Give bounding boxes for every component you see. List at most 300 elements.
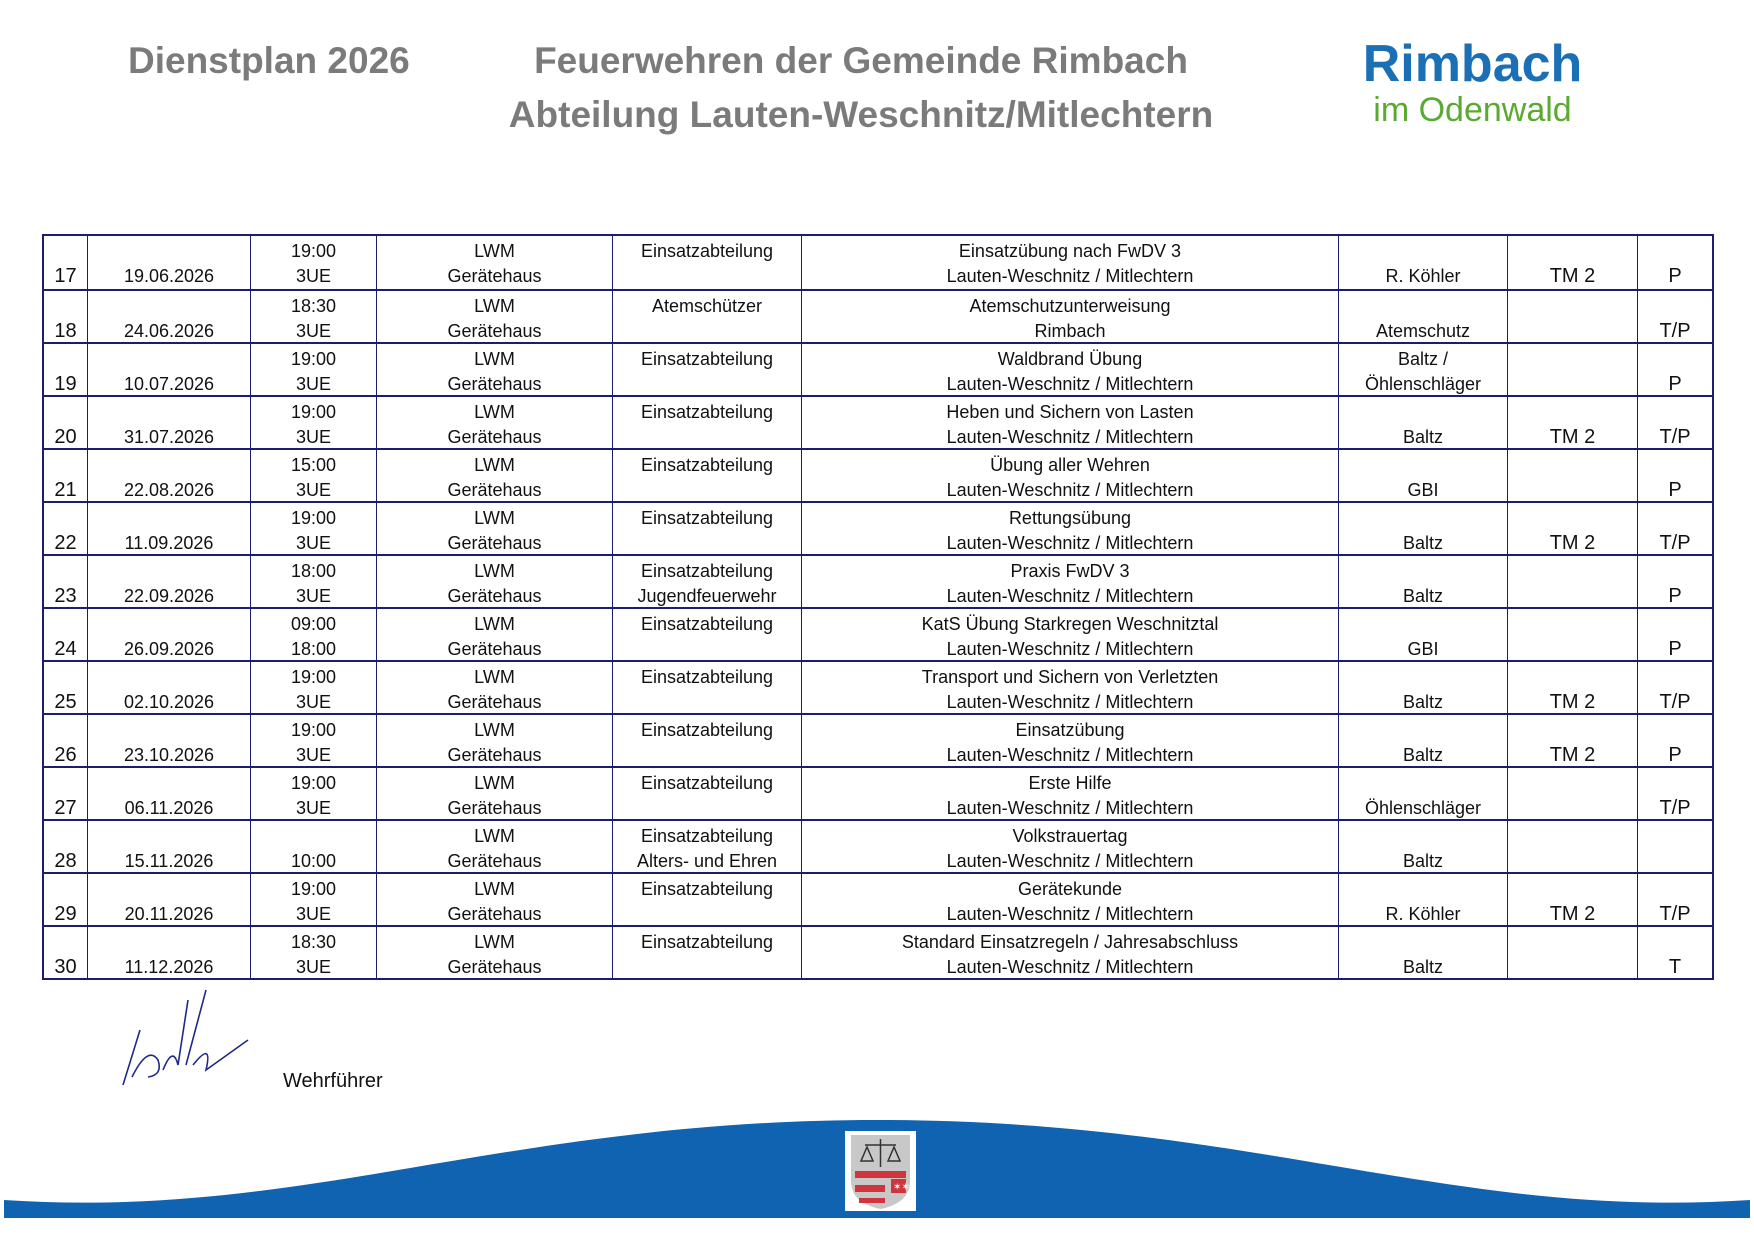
duty-schedule-table xyxy=(42,234,1714,980)
location-text: LWM xyxy=(474,296,515,316)
location-text: Gerätehaus xyxy=(447,904,542,924)
time-text: 18:00 xyxy=(290,639,337,659)
topic-text: Rettungsübung xyxy=(1008,508,1132,528)
coat-of-arms-icon xyxy=(845,1131,916,1211)
location-text: LWM xyxy=(474,667,515,687)
group-cell xyxy=(612,662,801,713)
number-cell xyxy=(44,450,87,501)
group-cell xyxy=(612,821,801,872)
group-text: Einsatzabteilung xyxy=(640,773,774,793)
leader-cell xyxy=(1338,662,1507,713)
number-cell xyxy=(44,662,87,713)
time-text: 18:30 xyxy=(290,296,337,316)
type-text: T/P xyxy=(1659,532,1691,554)
group-text: Einsatzabteilung xyxy=(640,402,774,422)
type-cell xyxy=(1637,821,1712,872)
date-cell xyxy=(87,662,250,713)
group-cell xyxy=(612,768,801,819)
date-cell xyxy=(87,609,250,660)
tm-text: TM 2 xyxy=(1549,532,1596,554)
number-cell xyxy=(44,291,87,342)
date-cell xyxy=(87,450,250,501)
location-cell xyxy=(376,503,612,554)
number-text: 29 xyxy=(54,903,77,925)
type-text: P xyxy=(1668,479,1682,501)
number-text: 24 xyxy=(54,638,77,660)
leader-cell xyxy=(1338,768,1507,819)
leader-cell xyxy=(1338,874,1507,925)
leader-text: Öhlenschläger xyxy=(1364,374,1482,394)
number-cell xyxy=(44,874,87,925)
location-cell xyxy=(376,344,612,395)
group-text: Alters- und Ehren xyxy=(636,851,778,871)
time-cell xyxy=(250,236,376,289)
group-text: Einsatzabteilung xyxy=(640,720,774,740)
leader-text: GBI xyxy=(1407,480,1439,500)
tm-cell xyxy=(1507,662,1637,713)
logo-text-odenwald: im Odenwald xyxy=(1373,91,1572,129)
date-cell xyxy=(87,503,250,554)
type-cell xyxy=(1637,397,1712,448)
leader-text: Baltz xyxy=(1402,692,1444,712)
svg-text:✶✶: ✶✶ xyxy=(893,1182,910,1193)
location-text: LWM xyxy=(474,241,515,261)
group-text: Einsatzabteilung xyxy=(640,826,774,846)
type-cell xyxy=(1637,450,1712,501)
group-cell xyxy=(612,874,801,925)
date-text: 11.09.2026 xyxy=(124,533,214,553)
topic-text: Einsatzübung nach FwDV 3 xyxy=(958,241,1182,261)
location-cell xyxy=(376,715,612,766)
table-row xyxy=(44,607,1712,660)
date-text: 22.09.2026 xyxy=(123,586,215,606)
time-text: 3UE xyxy=(295,798,331,818)
date-text: 24.06.2026 xyxy=(123,321,215,341)
number-cell xyxy=(44,503,87,554)
location-cell xyxy=(376,556,612,607)
type-text: T xyxy=(1668,956,1682,978)
location-text: LWM xyxy=(474,349,515,369)
topic-cell xyxy=(801,291,1338,342)
location-text: LWM xyxy=(474,932,515,952)
leader-cell xyxy=(1338,397,1507,448)
leader-text: Baltz xyxy=(1402,533,1444,553)
topic-cell xyxy=(801,397,1338,448)
table-row xyxy=(44,872,1712,925)
time-cell xyxy=(250,291,376,342)
time-cell xyxy=(250,768,376,819)
topic-cell xyxy=(801,503,1338,554)
leader-cell xyxy=(1338,236,1507,289)
tm-text: TM 2 xyxy=(1549,903,1596,925)
group-cell xyxy=(612,236,801,289)
time-text: 09:00 xyxy=(290,614,337,634)
topic-text: Lauten-Weschnitz / Mitlechtern xyxy=(946,480,1194,500)
topic-text: Lauten-Weschnitz / Mitlechtern xyxy=(946,851,1194,871)
type-cell xyxy=(1637,344,1712,395)
time-text: 19:00 xyxy=(290,879,337,899)
type-cell xyxy=(1637,609,1712,660)
number-cell xyxy=(44,715,87,766)
date-cell xyxy=(87,236,250,289)
topic-text: Standard Einsatzregeln / Jahresabschluss xyxy=(901,932,1239,952)
tm-cell xyxy=(1507,927,1637,978)
table-row xyxy=(44,925,1712,978)
location-cell xyxy=(376,291,612,342)
time-text: 19:00 xyxy=(290,667,337,687)
group-text: Jugendfeuerwehr xyxy=(637,586,777,606)
location-text: Gerätehaus xyxy=(447,957,542,977)
plan-title: Dienstplan 2026 xyxy=(128,40,410,81)
tm-cell xyxy=(1507,874,1637,925)
time-cell xyxy=(250,397,376,448)
topic-text: Lauten-Weschnitz / Mitlechtern xyxy=(946,745,1194,765)
topic-text: Lauten-Weschnitz / Mitlechtern xyxy=(946,533,1194,553)
number-cell xyxy=(44,768,87,819)
type-cell xyxy=(1637,556,1712,607)
number-text: 21 xyxy=(54,479,77,501)
group-cell xyxy=(612,609,801,660)
leader-text: Baltz / xyxy=(1397,349,1449,369)
time-cell xyxy=(250,344,376,395)
topic-text: Waldbrand Übung xyxy=(997,349,1143,369)
group-text: Einsatzabteilung xyxy=(640,561,774,581)
time-text: 18:30 xyxy=(290,932,337,952)
time-text: 19:00 xyxy=(290,349,337,369)
topic-text: Lauten-Weschnitz / Mitlechtern xyxy=(946,692,1194,712)
location-cell xyxy=(376,874,612,925)
leader-cell xyxy=(1338,344,1507,395)
type-text: P xyxy=(1668,373,1682,395)
location-text: LWM xyxy=(474,508,515,528)
location-cell xyxy=(376,450,612,501)
type-text: P xyxy=(1668,585,1682,607)
number-cell xyxy=(44,236,87,289)
group-cell xyxy=(612,503,801,554)
date-cell xyxy=(87,291,250,342)
leader-text: Baltz xyxy=(1402,745,1444,765)
leader-text: R. Köhler xyxy=(1385,266,1461,286)
topic-cell xyxy=(801,609,1338,660)
number-text: 27 xyxy=(54,797,77,819)
group-text: Einsatzabteilung xyxy=(640,667,774,687)
topic-text: Lauten-Weschnitz / Mitlechtern xyxy=(946,374,1194,394)
leader-cell xyxy=(1338,450,1507,501)
date-text: 15.11.2026 xyxy=(124,851,214,871)
tm-cell xyxy=(1507,821,1637,872)
leader-cell xyxy=(1338,821,1507,872)
time-cell xyxy=(250,662,376,713)
number-text: 18 xyxy=(54,320,77,342)
time-text: 15:00 xyxy=(290,455,337,475)
location-text: Gerätehaus xyxy=(447,586,542,606)
tm-cell xyxy=(1507,236,1637,289)
topic-text: Gerätekunde xyxy=(1017,879,1123,899)
number-text: 17 xyxy=(54,265,77,287)
leader-text: R. Köhler xyxy=(1385,904,1461,924)
time-text: 3UE xyxy=(295,266,331,286)
type-text: T/P xyxy=(1659,691,1691,713)
date-text: 11.12.2026 xyxy=(124,957,214,977)
group-text: Einsatzabteilung xyxy=(640,349,774,369)
location-text: Gerätehaus xyxy=(447,374,542,394)
location-text: LWM xyxy=(474,455,515,475)
type-text: P xyxy=(1668,265,1682,287)
group-cell xyxy=(612,291,801,342)
time-text: 3UE xyxy=(295,957,331,977)
group-text: Atemschützer xyxy=(651,296,763,316)
topic-cell xyxy=(801,768,1338,819)
type-cell xyxy=(1637,503,1712,554)
time-cell xyxy=(250,450,376,501)
location-text: Gerätehaus xyxy=(447,692,542,712)
type-text: P xyxy=(1668,744,1682,766)
number-text: 20 xyxy=(54,426,77,448)
date-text: 19.06.2026 xyxy=(123,266,215,286)
group-cell xyxy=(612,715,801,766)
leader-cell xyxy=(1338,927,1507,978)
leader-text: Baltz xyxy=(1402,851,1444,871)
leader-text: Atemschutz xyxy=(1375,321,1471,341)
location-text: Gerätehaus xyxy=(447,533,542,553)
date-cell xyxy=(87,821,250,872)
number-cell xyxy=(44,556,87,607)
location-text: Gerätehaus xyxy=(447,745,542,765)
type-cell xyxy=(1637,662,1712,713)
location-cell xyxy=(376,821,612,872)
date-text: 22.08.2026 xyxy=(123,480,215,500)
leader-cell xyxy=(1338,291,1507,342)
time-cell xyxy=(250,821,376,872)
table-row xyxy=(44,660,1712,713)
time-cell xyxy=(250,874,376,925)
topic-text: Lauten-Weschnitz / Mitlechtern xyxy=(946,798,1194,818)
location-text: LWM xyxy=(474,402,515,422)
location-text: LWM xyxy=(474,561,515,581)
type-cell xyxy=(1637,291,1712,342)
location-text: LWM xyxy=(474,614,515,634)
number-text: 28 xyxy=(54,850,77,872)
date-cell xyxy=(87,927,250,978)
tm-cell xyxy=(1507,556,1637,607)
number-cell xyxy=(44,821,87,872)
time-cell xyxy=(250,503,376,554)
time-text: 3UE xyxy=(295,533,331,553)
tm-text: TM 2 xyxy=(1549,426,1596,448)
tm-text: TM 2 xyxy=(1549,691,1596,713)
number-text: 23 xyxy=(54,585,77,607)
leader-cell xyxy=(1338,715,1507,766)
signature-role-label: Wehrführer xyxy=(283,1070,383,1092)
number-cell xyxy=(44,609,87,660)
topic-text: Volkstrauertag xyxy=(1012,826,1128,846)
time-text: 3UE xyxy=(295,427,331,447)
location-text: LWM xyxy=(474,879,515,899)
date-cell xyxy=(87,874,250,925)
table-row xyxy=(44,236,1712,289)
topic-text: Erste Hilfe xyxy=(1028,773,1112,793)
topic-text: Lauten-Weschnitz / Mitlechtern xyxy=(946,427,1194,447)
time-text: 3UE xyxy=(295,480,331,500)
topic-text: Lauten-Weschnitz / Mitlechtern xyxy=(946,957,1194,977)
group-cell xyxy=(612,397,801,448)
number-cell xyxy=(44,397,87,448)
table-row xyxy=(44,289,1712,342)
topic-text: Transport und Sichern von Verletzten xyxy=(921,667,1219,687)
table-row xyxy=(44,766,1712,819)
group-text: Einsatzabteilung xyxy=(640,879,774,899)
leader-cell xyxy=(1338,609,1507,660)
page-title-line2: Abteilung Lauten-Weschnitz/Mitlechtern xyxy=(508,94,1214,135)
topic-cell xyxy=(801,236,1338,289)
table-row xyxy=(44,395,1712,448)
date-text: 20.11.2026 xyxy=(124,904,214,924)
tm-cell xyxy=(1507,450,1637,501)
number-text: 19 xyxy=(54,373,77,395)
tm-cell xyxy=(1507,503,1637,554)
location-cell xyxy=(376,236,612,289)
location-cell xyxy=(376,609,612,660)
table-row xyxy=(44,819,1712,872)
time-text: 19:00 xyxy=(290,508,337,528)
topic-text: Lauten-Weschnitz / Mitlechtern xyxy=(946,586,1194,606)
topic-text: Lauten-Weschnitz / Mitlechtern xyxy=(946,266,1194,286)
date-text: 02.10.2026 xyxy=(123,692,215,712)
date-cell xyxy=(87,397,250,448)
table-row xyxy=(44,342,1712,395)
topic-cell xyxy=(801,821,1338,872)
tm-text: TM 2 xyxy=(1549,265,1596,287)
time-text: 3UE xyxy=(295,586,331,606)
date-text: 26.09.2026 xyxy=(123,639,215,659)
group-text: Einsatzabteilung xyxy=(640,508,774,528)
number-cell xyxy=(44,927,87,978)
tm-text: TM 2 xyxy=(1549,744,1596,766)
time-text: 18:00 xyxy=(290,561,337,581)
time-cell xyxy=(250,927,376,978)
location-text: Gerätehaus xyxy=(447,480,542,500)
number-text: 30 xyxy=(54,956,77,978)
time-cell xyxy=(250,556,376,607)
time-cell xyxy=(250,715,376,766)
leader-cell xyxy=(1338,503,1507,554)
topic-text: Einsatzübung xyxy=(1015,720,1125,740)
topic-text: KatS Übung Starkregen Weschnitztal xyxy=(921,614,1219,634)
group-text: Einsatzabteilung xyxy=(640,241,774,261)
type-cell xyxy=(1637,236,1712,289)
type-text: T/P xyxy=(1659,797,1691,819)
location-text: LWM xyxy=(474,720,515,740)
location-cell xyxy=(376,397,612,448)
type-cell xyxy=(1637,927,1712,978)
date-text: 23.10.2026 xyxy=(123,745,215,765)
time-cell xyxy=(250,609,376,660)
topic-cell xyxy=(801,450,1338,501)
leader-cell xyxy=(1338,556,1507,607)
group-cell xyxy=(612,927,801,978)
time-text: 3UE xyxy=(295,904,331,924)
signature-image xyxy=(118,985,253,1090)
topic-text: Heben und Sichern von Lasten xyxy=(946,402,1194,422)
location-text: Gerätehaus xyxy=(447,639,542,659)
leader-text: Baltz xyxy=(1402,586,1444,606)
leader-text: Öhlenschläger xyxy=(1364,798,1482,818)
time-text: 10:00 xyxy=(290,851,337,871)
tm-cell xyxy=(1507,397,1637,448)
location-text: Gerätehaus xyxy=(447,266,542,286)
time-text: 3UE xyxy=(295,745,331,765)
type-cell xyxy=(1637,874,1712,925)
topic-cell xyxy=(801,874,1338,925)
table-row xyxy=(44,448,1712,501)
location-text: Gerätehaus xyxy=(447,798,542,818)
group-cell xyxy=(612,344,801,395)
group-cell xyxy=(612,450,801,501)
topic-text: Übung aller Wehren xyxy=(990,455,1150,475)
leader-text: Baltz xyxy=(1402,427,1444,447)
date-cell xyxy=(87,556,250,607)
topic-cell xyxy=(801,715,1338,766)
time-text: 3UE xyxy=(295,321,331,341)
date-cell xyxy=(87,715,250,766)
topic-cell xyxy=(801,556,1338,607)
topic-cell xyxy=(801,662,1338,713)
table-row xyxy=(44,501,1712,554)
time-text: 19:00 xyxy=(290,773,337,793)
page-title-line1: Feuerwehren der Gemeinde Rimbach xyxy=(534,40,1188,81)
location-text: LWM xyxy=(474,773,515,793)
type-cell xyxy=(1637,768,1712,819)
topic-cell xyxy=(801,927,1338,978)
location-cell xyxy=(376,927,612,978)
topic-text: Praxis FwDV 3 xyxy=(1010,561,1130,581)
group-cell xyxy=(612,556,801,607)
topic-text: Lauten-Weschnitz / Mitlechtern xyxy=(946,639,1194,659)
table-row xyxy=(44,713,1712,766)
type-text: T/P xyxy=(1659,426,1691,448)
number-text: 22 xyxy=(54,532,77,554)
topic-text: Rimbach xyxy=(1034,321,1106,341)
time-text: 19:00 xyxy=(290,241,337,261)
time-text: 3UE xyxy=(295,374,331,394)
number-cell xyxy=(44,344,87,395)
leader-text: Baltz xyxy=(1402,957,1444,977)
time-text: 19:00 xyxy=(290,402,337,422)
tm-cell xyxy=(1507,344,1637,395)
location-text: LWM xyxy=(474,826,515,846)
topic-text: Lauten-Weschnitz / Mitlechtern xyxy=(946,904,1194,924)
location-text: Gerätehaus xyxy=(447,851,542,871)
date-cell xyxy=(87,344,250,395)
date-text: 06.11.2026 xyxy=(124,798,214,818)
number-text: 25 xyxy=(54,691,77,713)
topic-cell xyxy=(801,344,1338,395)
group-text: Einsatzabteilung xyxy=(640,932,774,952)
group-text: Einsatzabteilung xyxy=(640,614,774,634)
type-text: T/P xyxy=(1659,320,1691,342)
date-text: 31.07.2026 xyxy=(123,427,215,447)
time-text: 19:00 xyxy=(290,720,337,740)
tm-cell xyxy=(1507,609,1637,660)
tm-cell xyxy=(1507,768,1637,819)
location-cell xyxy=(376,768,612,819)
rimbach-logo xyxy=(1360,36,1585,128)
topic-text: Atemschutzunterweisung xyxy=(969,296,1171,316)
location-cell xyxy=(376,662,612,713)
date-text: 10.07.2026 xyxy=(123,374,215,394)
type-cell xyxy=(1637,715,1712,766)
logo-text-rimbach: Rimbach xyxy=(1362,35,1583,93)
